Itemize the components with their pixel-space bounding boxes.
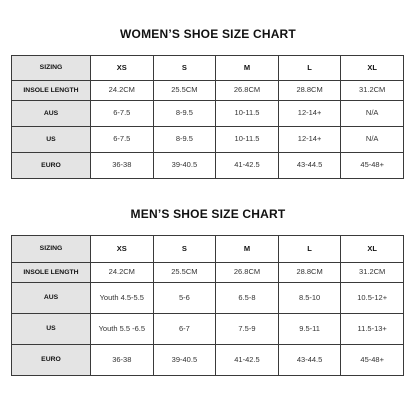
womens-chart-title: WOMEN’S SHOE SIZE CHART	[120, 27, 296, 41]
size-s-header: S	[153, 56, 216, 81]
table-cell: 43-44.5	[278, 345, 341, 376]
table-cell: Youth 4.5-5.5	[91, 283, 154, 314]
table-cell: N/A	[341, 101, 404, 127]
table-cell: 25.5CM	[153, 263, 216, 283]
size-l-header: L	[278, 56, 341, 81]
row-label-insole-length: INSOLE LENGTH	[12, 263, 91, 283]
sizing-header: SIZING	[12, 236, 91, 263]
table-cell: 5-6	[153, 283, 216, 314]
mens-chart-title: MEN’S SHOE SIZE CHART	[130, 207, 286, 221]
womens-size-table	[11, 55, 404, 179]
table-cell: 45-48+	[341, 345, 404, 376]
table-cell: Youth 5.5 -6.5	[91, 314, 154, 345]
table-cell: 28.8CM	[278, 81, 341, 101]
table-cell: 24.2CM	[91, 263, 154, 283]
table-cell: 43-44.5	[278, 153, 341, 179]
table-cell: 31.2CM	[341, 263, 404, 283]
table-header-row	[12, 236, 404, 263]
size-m-header: M	[216, 56, 279, 81]
table-cell: 6-7	[153, 314, 216, 345]
table-cell: N/A	[341, 127, 404, 153]
table-cell: 11.5-13+	[341, 314, 404, 345]
table-cell: 12-14+	[278, 127, 341, 153]
table-cell: 41-42.5	[216, 345, 279, 376]
table-cell: 6.5-8	[216, 283, 279, 314]
row-label-aus: AUS	[12, 283, 91, 314]
table-row	[12, 153, 404, 179]
size-xl-header: XL	[341, 236, 404, 263]
table-row	[12, 283, 404, 314]
row-label-us: US	[12, 127, 91, 153]
table-cell: 8.5-10	[278, 283, 341, 314]
size-xs-header: XS	[91, 236, 154, 263]
table-row	[12, 263, 404, 283]
row-label-us: US	[12, 314, 91, 345]
table-row	[12, 101, 404, 127]
table-cell: 36-38	[91, 153, 154, 179]
table-cell: 8-9.5	[153, 101, 216, 127]
table-cell: 39-40.5	[153, 153, 216, 179]
size-xl-header: XL	[341, 56, 404, 81]
table-cell: 24.2CM	[91, 81, 154, 101]
table-cell: 10.5-12+	[341, 283, 404, 314]
table-cell: 41-42.5	[216, 153, 279, 179]
row-label-euro: EURO	[12, 345, 91, 376]
sizing-header: SIZING	[12, 56, 91, 81]
table-header-row	[12, 56, 404, 81]
table-cell: 6-7.5	[91, 101, 154, 127]
table-cell: 7.5-9	[216, 314, 279, 345]
row-label-euro: EURO	[12, 153, 91, 179]
row-label-insole-length: INSOLE LENGTH	[12, 81, 91, 101]
size-m-header: M	[216, 236, 279, 263]
table-cell: 26.8CM	[216, 263, 279, 283]
table-cell: 10-11.5	[216, 127, 279, 153]
table-cell: 36-38	[91, 345, 154, 376]
table-cell: 45-48+	[341, 153, 404, 179]
table-row	[12, 345, 404, 376]
table-cell: 12-14+	[278, 101, 341, 127]
table-row	[12, 314, 404, 345]
table-row	[12, 127, 404, 153]
row-label-aus: AUS	[12, 101, 91, 127]
size-xs-header: XS	[91, 56, 154, 81]
table-row	[12, 81, 404, 101]
table-cell: 9.5-11	[278, 314, 341, 345]
table-cell: 8-9.5	[153, 127, 216, 153]
table-cell: 28.8CM	[278, 263, 341, 283]
size-s-header: S	[153, 236, 216, 263]
table-cell: 39-40.5	[153, 345, 216, 376]
table-cell: 31.2CM	[341, 81, 404, 101]
table-cell: 25.5CM	[153, 81, 216, 101]
table-cell: 10-11.5	[216, 101, 279, 127]
mens-size-table	[11, 235, 404, 376]
size-l-header: L	[278, 236, 341, 263]
table-cell: 26.8CM	[216, 81, 279, 101]
table-cell: 6-7.5	[91, 127, 154, 153]
